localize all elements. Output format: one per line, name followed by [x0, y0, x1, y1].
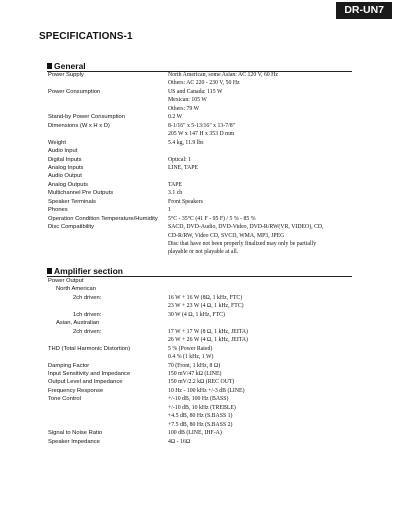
spec-label: Phones [48, 207, 68, 214]
spec-value: 0.4 % (1 kHz, 1 W) [168, 354, 214, 361]
spec-value: TAPE [168, 181, 183, 188]
model-badge: DR-UN7 [336, 2, 392, 19]
spec-value: Others: AC 220 - 230 V, 50 Hz [168, 80, 240, 87]
spec-label: Input Sensitivity and Impedance [48, 370, 131, 377]
spec-label: Multichannel Pre Outputs [48, 190, 114, 197]
spec-label: Digital Inputs [48, 156, 82, 163]
spec-label: Speaker Terminals [48, 198, 96, 205]
spec-value: 23 W + 23 W (4 Ω, 1 kHz, FTC) [168, 303, 244, 310]
square-bullet-icon [47, 268, 52, 274]
spec-value: LINE, TAPE [168, 164, 199, 171]
spec-label: Disc Compatibility [48, 224, 95, 231]
spec-label: Tone Control [48, 396, 81, 403]
spec-value: Others: 79 W [168, 105, 200, 112]
spec-label: 1ch driven: [73, 311, 102, 318]
spec-value: North American, some Asian: AC 120 V, 60 Hz [168, 72, 278, 78]
spec-label: Speaker Impedance [48, 438, 100, 445]
spec-label: Audio Input [48, 148, 78, 155]
spec-value: Mexican: 105 W [168, 97, 207, 104]
spec-label: Audio Output [48, 173, 82, 180]
spec-label: Operation Condition Temperature/Humidity [48, 215, 158, 222]
spec-label: Analog Outputs [48, 181, 88, 188]
spec-value: +/-10 dB, 10 kHz (TREBLE) [168, 404, 236, 411]
spec-label: THD (Total Harmonic Distortion) [48, 345, 131, 352]
spec-value: 150 mV/47 kΩ (LINE) [168, 370, 222, 377]
amplifier-heading-text: Amplifier section [54, 266, 123, 276]
spec-label: Stand-by Power Consumption [48, 114, 126, 121]
spec-value: +7.5 dB, 80 Hz (S.BASS 2) [168, 421, 233, 428]
spec-value: 26 W + 26 W (4 Ω, 1 kHz, JEITA) [168, 337, 248, 344]
spec-value: 0.2 W [168, 114, 183, 121]
spec-label: Output Level and Impedance [48, 379, 123, 386]
spec-label: Analog Inputs [48, 164, 84, 171]
square-bullet-icon [47, 63, 52, 69]
spec-label: Signal to Noise Ratio [48, 430, 103, 437]
spec-value: 5.4 kg, 11.9 lbs [168, 139, 204, 146]
spec-label: Power Output [48, 278, 84, 284]
spec-label: 2ch driven: [73, 294, 102, 301]
general-section-heading [47, 61, 86, 71]
spec-value: CD-R/RW, Video CD, SVCD, WMA, MP3, JPEG [168, 232, 285, 239]
general-heading-text: General [54, 61, 86, 71]
spec-row [48, 438, 368, 447]
spec-label: Frequency Response [48, 387, 104, 394]
spec-value: SACD, DVD-Audio, DVD-Video, DVD-R/RW(VR, VIDEO), CD, [168, 224, 324, 231]
spec-label: Power Supply [48, 72, 84, 78]
spec-value: Front Speakers [168, 198, 203, 205]
page-title: SPECIFICATIONS-1 [39, 31, 133, 42]
spec-value: 30 W (4 Ω, 1 kHz, FTC) [168, 311, 225, 318]
spec-value: 16 W + 16 W (8Ω, 1 kHz, FTC) [168, 294, 243, 301]
spec-label: Weight [48, 139, 66, 146]
spec-label: 2ch driven: [73, 328, 102, 335]
spec-value: 4Ω - 16Ω [168, 438, 191, 445]
spec-value: 100 dB (LINE, IHF-A) [168, 430, 222, 437]
spec-value: +/-10 dB, 100 Hz (BASS) [168, 396, 229, 403]
spec-value: Optical: 1 [168, 156, 192, 163]
spec-value: 70 (Front, 1 kHz, 8 Ω) [168, 362, 221, 369]
spec-value: 17 W + 17 W (8 Ω, 1 kHz, JEITA) [168, 328, 248, 335]
spec-label: North American [56, 286, 96, 293]
spec-value: 205 W x 147 H x 353 D mm [168, 131, 235, 138]
spec-row [48, 248, 368, 257]
spec-value: 5 % (Power Rated) [168, 345, 213, 352]
spec-value: 150 mV/2.2 kΩ (REC OUT) [168, 379, 235, 386]
spec-value: 5°C - 35°C (41 F - 95 F) / 5 % - 85 % [168, 215, 256, 222]
spec-value: 3.1 ch [168, 190, 183, 197]
spec-label: Damping Factor [48, 362, 90, 369]
spec-label: Dimensions (W x H x D) [48, 122, 110, 129]
spec-value: 1 [168, 207, 171, 214]
spec-label: Power Consumption [48, 88, 101, 95]
spec-value: +4.5 dB, 80 Hz (S.BASS 1) [168, 413, 233, 420]
spec-label: Asian, Australian [56, 320, 100, 327]
spec-value: Disc that have not been properly finalized may only be partially [168, 241, 317, 247]
amplifier-section-heading [47, 266, 123, 276]
spec-value: 8-1/16" x 5-13/16" x 13-7/8" [168, 122, 235, 129]
spec-value: 10 Hz - 100 kHz +/-3 dB (LINE) [168, 387, 245, 394]
spec-value: US and Canada: 115 W [168, 88, 223, 95]
spec-value: playable or not playable at all. [168, 249, 239, 256]
